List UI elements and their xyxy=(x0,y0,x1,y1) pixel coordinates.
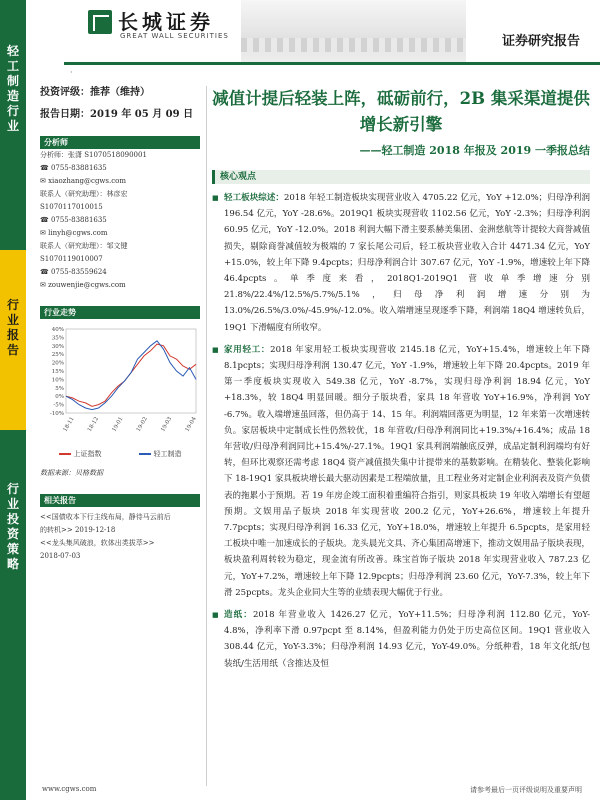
report-type: 证券研究报告 xyxy=(501,34,580,49)
great-wall-banner xyxy=(241,0,466,62)
report-subtitle: ——轻工制造 2018 年报及 2019 一季报总结 xyxy=(359,144,590,157)
trend-chart-svg xyxy=(40,325,200,445)
trend-chart xyxy=(40,325,200,445)
analyst-line: 分析师：张潇 S1070518090001 xyxy=(40,151,147,159)
paragraph-heading: 造纸： xyxy=(224,610,253,621)
side-char: 投 xyxy=(6,512,19,526)
page-footer xyxy=(26,782,600,800)
trend-section-title: 行业走势 xyxy=(40,306,200,319)
related-report-line[interactable]: 2018-07-03 xyxy=(40,552,81,560)
y-tick-label: 25% xyxy=(51,352,64,359)
related-report-line[interactable]: <<国债收本下行主线布局，静待马云前后 xyxy=(40,513,171,521)
analyst-line[interactable]: ✉ zouwenjie@cgws.com xyxy=(40,281,126,289)
header-divider xyxy=(64,62,600,65)
report-title: 减值计提后轻装上阵，砥砺前行，2B 集采渠道提供增长新引擎 xyxy=(212,89,590,134)
analyst-line: 联系人（研究助理）：邹文键 xyxy=(40,242,128,250)
legend-item-index xyxy=(59,447,102,461)
paragraph-text: 2018 年营业收入 1426.27 亿元，YoY+11.5%；归母净利润 112.80 亿元，YoY-4.8%，净利率下滑 0.97pcpt 至 8.14%，但盈利能力仍处于历史高位区间。19Q1 营业收入 308.44 亿元，YoY-3.3%；归母净利润 14.93 亿元，YoY-49.0%。分纸种看，18 年文化纸/包装纸/生活用纸（含推达及恒 xyxy=(224,610,590,669)
y-tick-label: -5% xyxy=(53,402,64,409)
footer-url[interactable]: www.cgws.com xyxy=(42,785,97,793)
analyst-line: ☎ 0755-83559624 xyxy=(40,268,107,276)
analyst-line: 联系人（研究助理）：林彦宏 xyxy=(40,190,128,198)
chart-source: 数据来源：贝格数据 xyxy=(40,469,103,477)
paragraph-heading: 家用轻工： xyxy=(224,344,271,355)
report-date: 报告日期：2019 年 05 月 09 日 xyxy=(40,109,194,120)
paragraph-text: 2018 年轻工制造板块实现营业收入 4705.22 亿元，YoY +12.0%；归母净利润 196.54 亿元，YoY -28.6%。2019Q1 板块实现营收 1102.56 亿元，YoY -2.3%；归母净利润 60.95 亿元，YoY -12.0%。2018 利润大幅下滑主要系赫美集团、金洲慈航等计提较大商誉减值损失，剔除商誉减值较为极端的 7 家长尾公司后，轻工板块营业收入合计 4471.34 亿元，YoY +15.0%，较上年下降 9.4pcpts；归母净利润合计 307.67 亿元，YoY -1.9%，增速较上年下降 46.4pcpts。单季度来看，2018Q1-2019Q1 营收单季增速分别 21.8%/22.4%/12.5%/5.7%/5.1%，归母净利润增速分别为 13.0%/26.5%/3.0%/-45.9%/-12.0%。收入端增速呈现逐季下降，利润端 18Q4 增速转负后，19Q1 下滑幅度有所收窄。 xyxy=(224,193,590,333)
legend-label: 上证指数 xyxy=(73,450,102,458)
core-views-body xyxy=(212,190,590,672)
side-char: 业 xyxy=(6,119,19,133)
page-header xyxy=(26,0,600,77)
x-tick-label: 18-11 xyxy=(62,416,76,433)
side-char: 行 xyxy=(6,298,19,312)
analyst-line[interactable]: ✉ linyh@cgws.com xyxy=(40,229,108,237)
analyst-list xyxy=(40,149,200,292)
y-tick-label: -10% xyxy=(49,411,64,417)
analyst-line: ☎ 0755-83881635 xyxy=(40,216,107,224)
x-tick-label: 18-12 xyxy=(86,416,101,433)
side-label-report xyxy=(0,250,26,430)
y-tick-label: 40% xyxy=(51,327,64,333)
side-char: 行 xyxy=(6,482,19,496)
side-char: 策 xyxy=(6,542,19,556)
header-dot: · xyxy=(70,68,73,77)
side-strip xyxy=(0,0,26,800)
y-tick-label: 0% xyxy=(55,394,64,401)
column-divider xyxy=(206,86,207,786)
x-tick-label: 19-03 xyxy=(160,416,174,433)
analyst-line: S1070119010007 xyxy=(40,255,103,263)
chart-legend xyxy=(40,447,200,461)
side-char: 造 xyxy=(6,89,19,103)
y-tick-label: 5% xyxy=(55,385,64,392)
related-report-line[interactable]: <<龙头集风破浪，软体出类拔萃>> xyxy=(40,539,155,547)
legend-item-industry xyxy=(139,447,182,461)
paragraph-text: 2018 年家用轻工板块实现营收 2145.18 亿元，YoY+15.4%，增速较上年下降 8.1pcpts；实现归母净利润 130.47 亿元，YoY -1.9%，增速较上年下降 20.4pcpts。2019 年第一季度板块实现收入 549.38 亿元，YoY -8.7%，实现归母净利润 18.94 亿元，YoY +18.3%，较 18Q4 明显回暖。细分子版块看，家具 18 年营收 YoY+16.9%，净利润 YoY -6.7%。收入端增速虽回落，但仍高于 14、15 年。利润端回落更为明显，12 年来第一次增速转负。家居板块中定制成长性仍然较优，18 年营收/归母净利润同比+19.3%/+16.4%；成品 18 年营收/归母净利润同比+15.4%/-27.1%。19Q1 家具利润端触底反弹，成品定制利润端均有好转，但环比观察还需考虑 18Q4 资产减值损失集中计提带来的基数影响。在精装化、整装化影响下 18-19Q1 家具板块增长最大驱动因素是工程端放量，且工程业务对定制企业利润表及资产负债表的拖累小于预期。若 19 年房企竣工面积着重编符合指引，则家具板块 19 年收入端增长有望超预期。文娱用品子版块 2018 年实现营收 200.2 亿元，YoY+26.6%，增速较上年提升 7.7pcpts；实现归母净利润 16.33 亿元，YoY+18.0%，增速较上年提升 6.5pcpts，是家用轻工板块中唯一加速成长的子版块。龙头晨光文具、齐心集团高增速下，推动文娱用品子版块表现，板块盈利周转较为稳定，现金流有所改善。珠宝首饰子版块 2018 年实现营业收入 787.23 亿元，YoY+7.2%，增速较上年下降 12.9pcpts；归母净利润 23.60 亿元，YoY-7.3%，较上年下滑 25pcpts。龙头企业同大生等的业绩表现大幅优于行业。 xyxy=(224,344,590,598)
analyst-line[interactable]: ✉ xiaozhang@cgws.com xyxy=(40,177,127,185)
y-tick-label: 35% xyxy=(51,335,64,342)
analyst-line: ☎ 0755-83881635 xyxy=(40,164,107,172)
side-label-strategy xyxy=(0,430,26,800)
side-char: 略 xyxy=(6,557,19,571)
side-char: 行 xyxy=(6,104,19,118)
analyst-line: S1070117010015 xyxy=(40,203,103,211)
info-sidebar xyxy=(40,86,200,563)
side-char: 工 xyxy=(6,59,19,73)
related-section-title: 相关报告 xyxy=(40,494,200,507)
y-tick-label: 20% xyxy=(51,360,64,367)
logo-text: 长城证券 xyxy=(118,10,214,34)
related-report-line[interactable]: 的转机>> 2019-12-18 xyxy=(40,526,116,534)
y-tick-label: 10% xyxy=(51,377,64,384)
side-char: 告 xyxy=(6,343,19,357)
core-view-paragraph xyxy=(212,607,590,672)
side-char: 业 xyxy=(6,313,19,327)
core-views-title: 核心观点 xyxy=(212,170,590,184)
core-view-paragraph xyxy=(212,190,590,336)
analyst-section-title: 分析师 xyxy=(40,136,200,149)
x-tick-label: 19-01 xyxy=(111,416,125,433)
core-view-paragraph xyxy=(212,342,590,601)
y-tick-label: 15% xyxy=(51,369,64,375)
side-char: 资 xyxy=(6,527,19,541)
side-label-industry xyxy=(0,0,26,250)
x-tick-label: 19-02 xyxy=(135,416,149,433)
side-char: 轻 xyxy=(6,44,19,58)
side-char: 业 xyxy=(6,497,19,511)
logo-icon xyxy=(88,10,112,34)
logo-subtext: GREAT WALL SECURITIES xyxy=(120,32,229,40)
footer-disclaimer: 请参考最后一页评级说明及重要声明 xyxy=(470,786,582,794)
series-line xyxy=(66,344,196,406)
related-reports xyxy=(40,511,200,563)
side-char: 报 xyxy=(6,328,19,342)
paragraph-heading: 轻工板块综述： xyxy=(224,193,284,203)
main-content xyxy=(212,86,590,672)
side-char: 制 xyxy=(6,74,19,88)
x-tick-label: 19-04 xyxy=(184,416,198,433)
legend-label: 轻工制造 xyxy=(153,450,182,458)
y-tick-label: 30% xyxy=(51,343,64,350)
series-line xyxy=(66,341,196,410)
investment-rating: 投资评级：推荐（维持） xyxy=(40,87,150,98)
